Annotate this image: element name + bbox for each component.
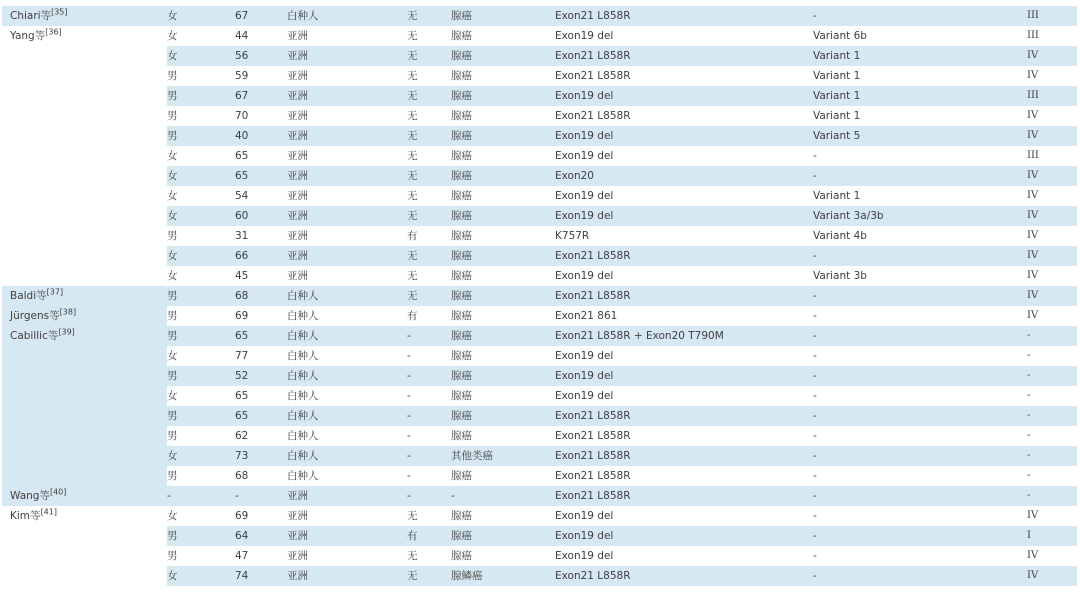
variant-cell: Variant 1: [813, 110, 861, 122]
sex-cell: -: [167, 486, 235, 506]
smoking-cell: 无: [407, 6, 451, 26]
smoking-cell: 有: [407, 310, 418, 322]
age-cell: 65: [235, 166, 287, 186]
smoking-cell: -: [407, 470, 411, 482]
stage-cell: IV: [1027, 510, 1039, 521]
stage-cell: -: [1025, 406, 1077, 426]
variant-cell: Variant 3a/3b: [813, 206, 1025, 226]
histology-cell: 腺癌: [451, 430, 472, 442]
variant-cell: -: [813, 486, 1025, 506]
stage-cell: -: [1025, 366, 1077, 386]
histology-cell: 腺癌: [451, 510, 472, 522]
race-cell: 白种人: [287, 326, 407, 346]
reference-number: [35]: [51, 7, 68, 17]
race-cell: 白种人: [287, 350, 319, 362]
smoking-cell: -: [407, 350, 411, 362]
race-cell: 白种人: [287, 366, 407, 386]
variant-cell: -: [813, 390, 817, 402]
stage-cell: IV: [1027, 110, 1039, 121]
mutation-cell: Exon19 del: [555, 206, 813, 226]
author-cell: [2, 486, 167, 506]
variant-cell: -: [813, 6, 1025, 26]
histology-cell: 腺癌: [451, 326, 555, 346]
race-cell: 亚洲: [287, 70, 308, 82]
smoking-cell: 无: [407, 270, 418, 282]
stage-cell: -: [1027, 350, 1031, 361]
mutation-cell: Exon20: [555, 166, 813, 186]
race-cell: 白种人: [287, 310, 319, 322]
race-cell: 亚洲: [287, 150, 308, 162]
sex-cell: 女: [167, 446, 235, 466]
race-cell: 亚洲: [287, 206, 407, 226]
smoking-cell: 有: [407, 526, 451, 546]
stage-cell: IV: [1025, 166, 1077, 186]
variant-cell: Variant 5: [813, 126, 1025, 146]
table-row: [2, 26, 1077, 46]
age-cell: 44: [235, 30, 249, 42]
race-cell: 亚洲: [287, 270, 308, 282]
mutation-cell: Exon21 L858R: [555, 406, 813, 426]
variant-cell: -: [813, 430, 817, 442]
smoking-cell: 无: [407, 46, 451, 66]
sex-cell: 女: [167, 46, 235, 66]
sex-cell: 女: [167, 566, 235, 586]
stage-cell: -: [1025, 446, 1077, 466]
mutation-cell: Exon19 del: [555, 190, 614, 202]
race-cell: 亚洲: [287, 486, 407, 506]
race-cell: 亚洲: [287, 126, 407, 146]
histology-cell: 腺癌: [451, 270, 472, 282]
mutation-cell: Exon21 L858R: [555, 246, 813, 266]
stage-cell: IV: [1025, 126, 1077, 146]
age-cell: 59: [235, 70, 249, 82]
mutation-cell: Exon21 L858R: [555, 446, 813, 466]
sex-cell: 男: [167, 406, 235, 426]
histology-cell: 腺癌: [451, 126, 555, 146]
sex-cell: 男: [167, 86, 235, 106]
mutation-cell: Exon21 L858R: [555, 566, 813, 586]
sex-cell: 男: [167, 326, 235, 346]
sex-cell: 女: [167, 150, 178, 162]
smoking-cell: 无: [407, 126, 451, 146]
age-cell: 68: [235, 286, 287, 306]
mutation-cell: Exon21 861: [555, 310, 618, 322]
race-cell: 白种人: [287, 446, 407, 466]
histology-cell: 腺癌: [451, 350, 472, 362]
age-cell: 64: [235, 526, 287, 546]
age-cell: 74: [235, 566, 287, 586]
stage-cell: IV: [1027, 550, 1039, 561]
mutation-cell: Exon19 del: [555, 126, 813, 146]
smoking-cell: 无: [407, 166, 451, 186]
age-cell: 60: [235, 206, 287, 226]
variant-cell: Variant 1: [813, 70, 861, 82]
variant-cell: -: [813, 350, 817, 362]
table-row: [2, 286, 1077, 306]
reference-number: [37]: [46, 287, 64, 297]
stage-cell: IV: [1027, 70, 1039, 81]
age-cell: 65: [235, 150, 249, 162]
sex-cell: 男: [167, 430, 178, 442]
age-cell: 68: [235, 470, 249, 482]
author-name: Yang等: [10, 30, 46, 42]
stage-cell: IV: [1027, 270, 1039, 281]
author-cell: [2, 26, 167, 286]
sex-cell: 男: [167, 526, 235, 546]
histology-cell: 腺鳞癌: [451, 566, 555, 586]
stage-cell: III: [1025, 86, 1077, 106]
sex-cell: 男: [167, 70, 178, 82]
age-cell: 54: [235, 190, 249, 202]
histology-cell: 腺癌: [451, 46, 555, 66]
age-cell: 45: [235, 270, 249, 282]
race-cell: 白种人: [287, 406, 407, 426]
histology-cell: 腺癌: [451, 190, 472, 202]
sex-cell: 女: [167, 190, 178, 202]
mutation-cell: Exon19 del: [555, 270, 614, 282]
age-cell: 69: [235, 510, 249, 522]
mutation-cell: Exon21 L858R: [555, 286, 813, 306]
race-cell: 亚洲: [287, 566, 407, 586]
reference-number: [40]: [49, 487, 67, 497]
race-cell: 白种人: [287, 470, 319, 482]
histology-cell: 腺癌: [451, 390, 472, 402]
reference-number: [39]: [58, 327, 75, 337]
mutation-cell: Exon19 del: [555, 510, 614, 522]
histology-cell: 腺癌: [451, 470, 472, 482]
mutation-cell: Exon19 del: [555, 350, 614, 362]
histology-cell: 腺癌: [451, 246, 555, 266]
mutation-cell: Exon19 del: [555, 150, 614, 162]
race-cell: 亚洲: [287, 190, 308, 202]
race-cell: 亚洲: [287, 510, 308, 522]
age-cell: 73: [235, 446, 287, 466]
stage-cell: IV: [1025, 286, 1077, 306]
author-name: Cabillic等: [10, 330, 59, 342]
variant-cell: -: [813, 446, 1025, 466]
mutation-cell: Exon19 del: [555, 390, 614, 402]
stage-cell: I: [1025, 526, 1077, 546]
histology-cell: 腺癌: [451, 30, 472, 42]
smoking-cell: -: [407, 430, 411, 442]
mutation-cell: Exon19 del: [555, 550, 614, 562]
mutation-cell: Exon21 L858R: [555, 486, 813, 506]
race-cell: 亚洲: [287, 86, 407, 106]
table-row: [2, 306, 1077, 326]
age-cell: 40: [235, 126, 287, 146]
histology-cell: 其他类癌: [451, 446, 555, 466]
smoking-cell: -: [407, 390, 411, 402]
stage-cell: IV: [1027, 230, 1039, 241]
mutation-cell: Exon21 L858R: [555, 6, 813, 26]
smoking-cell: 无: [407, 86, 451, 106]
race-cell: 亚洲: [287, 46, 407, 66]
race-cell: 白种人: [287, 286, 407, 306]
race-cell: 亚洲: [287, 110, 308, 122]
variant-cell: -: [813, 406, 1025, 426]
variant-cell: -: [813, 246, 1025, 266]
age-cell: 65: [235, 326, 287, 346]
smoking-cell: 无: [407, 206, 451, 226]
variant-cell: -: [813, 166, 1025, 186]
table-row: [2, 6, 1077, 26]
sex-cell: 女: [167, 270, 178, 282]
age-cell: 70: [235, 110, 249, 122]
race-cell: 亚洲: [287, 30, 308, 42]
stage-cell: III: [1027, 150, 1039, 161]
race-cell: 白种人: [287, 430, 319, 442]
smoking-cell: 无: [407, 286, 451, 306]
histology-cell: 腺癌: [451, 230, 472, 242]
histology-cell: 腺癌: [451, 86, 555, 106]
variant-cell: -: [813, 366, 1025, 386]
smoking-cell: 有: [407, 230, 418, 242]
race-cell: 亚洲: [287, 526, 407, 546]
reference-number: [36]: [45, 27, 62, 37]
histology-cell: 腺癌: [451, 550, 472, 562]
mutation-cell: Exon21 L858R: [555, 46, 813, 66]
variant-cell: -: [813, 286, 1025, 306]
histology-cell: 腺癌: [451, 526, 555, 546]
sex-cell: 女: [167, 246, 235, 266]
reference-number: [38]: [59, 307, 77, 317]
variant-cell: -: [813, 326, 1025, 346]
mutation-cell: Exon19 del: [555, 86, 813, 106]
smoking-cell: 无: [407, 246, 451, 266]
author-cell: [2, 506, 167, 586]
mutation-cell: Exon21 L858R: [555, 70, 631, 82]
mutation-cell: Exon19 del: [555, 30, 614, 42]
variant-cell: Variant 1: [813, 86, 1025, 106]
age-cell: 56: [235, 46, 287, 66]
variant-cell: -: [813, 566, 1025, 586]
variant-cell: -: [813, 470, 817, 482]
variant-cell: Variant 6b: [813, 30, 867, 42]
stage-cell: IV: [1025, 566, 1077, 586]
stage-cell: -: [1027, 390, 1031, 401]
smoking-cell: 无: [407, 70, 418, 82]
stage-cell: III: [1027, 30, 1039, 41]
sex-cell: 女: [167, 6, 235, 26]
smoking-cell: 无: [407, 150, 418, 162]
sex-cell: 男: [167, 550, 178, 562]
mutation-cell: Exon19 del: [555, 366, 813, 386]
author-cell: [2, 286, 167, 306]
race-cell: 亚洲: [287, 246, 407, 266]
age-cell: -: [235, 486, 287, 506]
case-table: [2, 6, 1077, 586]
author-cell: [2, 306, 167, 326]
mutation-cell: K757R: [555, 230, 590, 242]
variant-cell: Variant 4b: [813, 230, 867, 242]
histology-cell: 腺癌: [451, 110, 472, 122]
mutation-cell: Exon21 L858R: [555, 430, 631, 442]
author-cell: [2, 326, 167, 486]
smoking-cell: 无: [407, 550, 418, 562]
sex-cell: 男: [167, 286, 235, 306]
mutation-cell: Exon21 L858R: [555, 470, 631, 482]
race-cell: 亚洲: [287, 166, 407, 186]
age-cell: 65: [235, 406, 287, 426]
sex-cell: 男: [167, 310, 178, 322]
mutation-cell: Exon21 L858R + Exon20 T790M: [555, 326, 813, 346]
table-row: [2, 326, 1077, 346]
sex-cell: 女: [167, 30, 178, 42]
stage-cell: IV: [1025, 246, 1077, 266]
stage-cell: -: [1027, 470, 1031, 481]
stage-cell: -: [1025, 486, 1077, 506]
histology-cell: 腺癌: [451, 166, 555, 186]
variant-cell: Variant 3b: [813, 270, 867, 282]
sex-cell: 女: [167, 390, 178, 402]
histology-cell: 腺癌: [451, 286, 555, 306]
smoking-cell: -: [407, 486, 451, 506]
table-row: [2, 506, 1077, 526]
race-cell: 白种人: [287, 390, 319, 402]
mutation-cell: Exon19 del: [555, 526, 813, 546]
stage-cell: -: [1025, 326, 1077, 346]
mutation-cell: Exon21 L858R: [555, 110, 631, 122]
age-cell: 67: [235, 86, 287, 106]
age-cell: 67: [235, 6, 287, 26]
smoking-cell: 无: [407, 30, 418, 42]
author-name: Chiari等: [10, 10, 52, 22]
race-cell: 亚洲: [287, 230, 308, 242]
variant-cell: Variant 1: [813, 190, 861, 202]
stage-cell: IV: [1025, 46, 1077, 66]
variant-cell: Variant 1: [813, 46, 1025, 66]
stage-cell: III: [1025, 6, 1077, 26]
smoking-cell: -: [407, 406, 451, 426]
sex-cell: 女: [167, 350, 178, 362]
stage-cell: IV: [1025, 206, 1077, 226]
age-cell: 69: [235, 310, 249, 322]
variant-cell: -: [813, 526, 1025, 546]
stage-cell: IV: [1027, 310, 1039, 321]
race-cell: 亚洲: [287, 550, 308, 562]
sex-cell: 男: [167, 470, 178, 482]
case-table-body: [2, 6, 1077, 586]
histology-cell: 腺癌: [451, 150, 472, 162]
variant-cell: -: [813, 150, 817, 162]
author-name: Wang等: [10, 490, 50, 502]
age-cell: 47: [235, 550, 249, 562]
histology-cell: 腺癌: [451, 366, 555, 386]
age-cell: 66: [235, 246, 287, 266]
histology-cell: 腺癌: [451, 310, 472, 322]
author-name: Baldi等: [10, 290, 47, 302]
table-row: [2, 486, 1077, 506]
sex-cell: 男: [167, 366, 235, 386]
sex-cell: 男: [167, 126, 235, 146]
smoking-cell: -: [407, 446, 451, 466]
smoking-cell: 无: [407, 510, 418, 522]
age-cell: 65: [235, 390, 249, 402]
author-name: Jürgens等: [10, 310, 60, 322]
age-cell: 52: [235, 366, 287, 386]
sex-cell: 女: [167, 510, 178, 522]
histology-cell: 腺癌: [451, 406, 555, 426]
smoking-cell: 无: [407, 566, 451, 586]
age-cell: 31: [235, 230, 249, 242]
histology-cell: 腺癌: [451, 6, 555, 26]
age-cell: 62: [235, 430, 249, 442]
histology-cell: -: [451, 486, 555, 506]
variant-cell: -: [813, 310, 817, 322]
variant-cell: -: [813, 550, 817, 562]
sex-cell: 男: [167, 110, 178, 122]
age-cell: 77: [235, 350, 249, 362]
stage-cell: IV: [1027, 190, 1039, 201]
histology-cell: 腺癌: [451, 206, 555, 226]
race-cell: 白种人: [287, 6, 407, 26]
variant-cell: -: [813, 510, 817, 522]
histology-cell: 腺癌: [451, 70, 472, 82]
author-cell: [2, 6, 167, 26]
author-name: Kim等: [10, 510, 41, 522]
reference-number: [41]: [40, 507, 57, 517]
smoking-cell: -: [407, 366, 451, 386]
sex-cell: 男: [167, 230, 178, 242]
smoking-cell: -: [407, 326, 451, 346]
smoking-cell: 无: [407, 110, 418, 122]
stage-cell: -: [1027, 430, 1031, 441]
sex-cell: 女: [167, 166, 235, 186]
smoking-cell: 无: [407, 190, 418, 202]
sex-cell: 女: [167, 206, 235, 226]
